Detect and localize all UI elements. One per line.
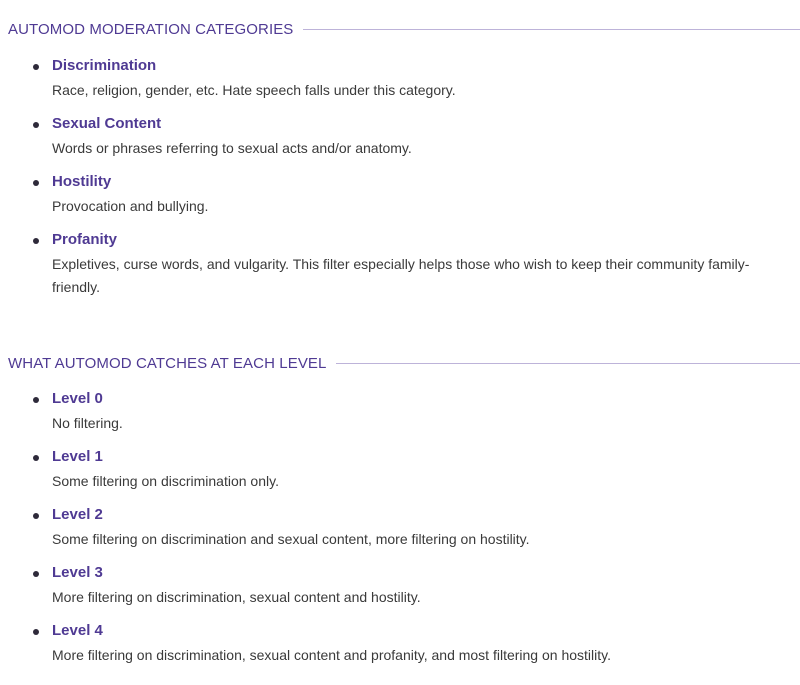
list-item-hostility	[8, 172, 800, 218]
bullet-icon	[33, 238, 39, 244]
section-title: AUTOMOD MODERATION CATEGORIES	[8, 20, 294, 38]
level-list	[8, 389, 800, 667]
item-description: Expletives, curse words, and vulgarity. This filter especially helps those who wish to keep their community family-friendly.	[52, 256, 750, 295]
item-title: Level 2	[52, 506, 103, 523]
item-description: No filtering.	[52, 415, 123, 431]
item-title: Profanity	[52, 231, 118, 248]
item-title: Level 0	[52, 390, 103, 407]
item-title: Level 4	[52, 622, 103, 639]
category-list	[8, 56, 800, 299]
section-title: WHAT AUTOMOD CATCHES AT EACH LEVEL	[8, 354, 327, 372]
bullet-icon	[33, 397, 39, 403]
bullet-icon	[33, 629, 39, 635]
item-description: Race, religion, gender, etc. Hate speech falls under this category.	[52, 82, 456, 98]
section-moderation-categories	[8, 19, 800, 311]
item-title: Level 3	[52, 564, 103, 581]
section-header	[8, 19, 800, 39]
list-item-level-4	[8, 621, 800, 667]
item-title: Discrimination	[52, 57, 157, 74]
bullet-icon	[33, 455, 39, 461]
item-description: Provocation and bullying.	[52, 198, 209, 214]
item-description: More filtering on discrimination, sexual content and hostility.	[52, 589, 421, 605]
item-title: Sexual Content	[52, 115, 162, 132]
list-item-level-2	[8, 505, 800, 551]
section-header	[8, 353, 800, 373]
bullet-icon	[33, 64, 39, 70]
item-description: More filtering on discrimination, sexual content and profanity, and most filtering on hostility.	[52, 647, 611, 663]
list-item-level-0	[8, 389, 800, 435]
item-title: Level 1	[52, 448, 103, 465]
section-divider	[336, 363, 800, 364]
section-divider	[303, 29, 800, 30]
list-item-profanity	[8, 230, 800, 299]
list-item-sexual-content	[8, 114, 800, 160]
list-item-level-1	[8, 447, 800, 493]
bullet-icon	[33, 571, 39, 577]
list-item-discrimination	[8, 56, 800, 102]
section-automod-levels	[8, 353, 800, 679]
bullet-icon	[33, 122, 39, 128]
item-title: Hostility	[52, 173, 112, 190]
bullet-icon	[33, 180, 39, 186]
item-description: Some filtering on discrimination and sexual content, more filtering on hostility.	[52, 531, 530, 547]
bullet-icon	[33, 513, 39, 519]
item-description: Some filtering on discrimination only.	[52, 473, 279, 489]
item-description: Words or phrases referring to sexual acts and/or anatomy.	[52, 140, 412, 156]
list-item-level-3	[8, 563, 800, 609]
